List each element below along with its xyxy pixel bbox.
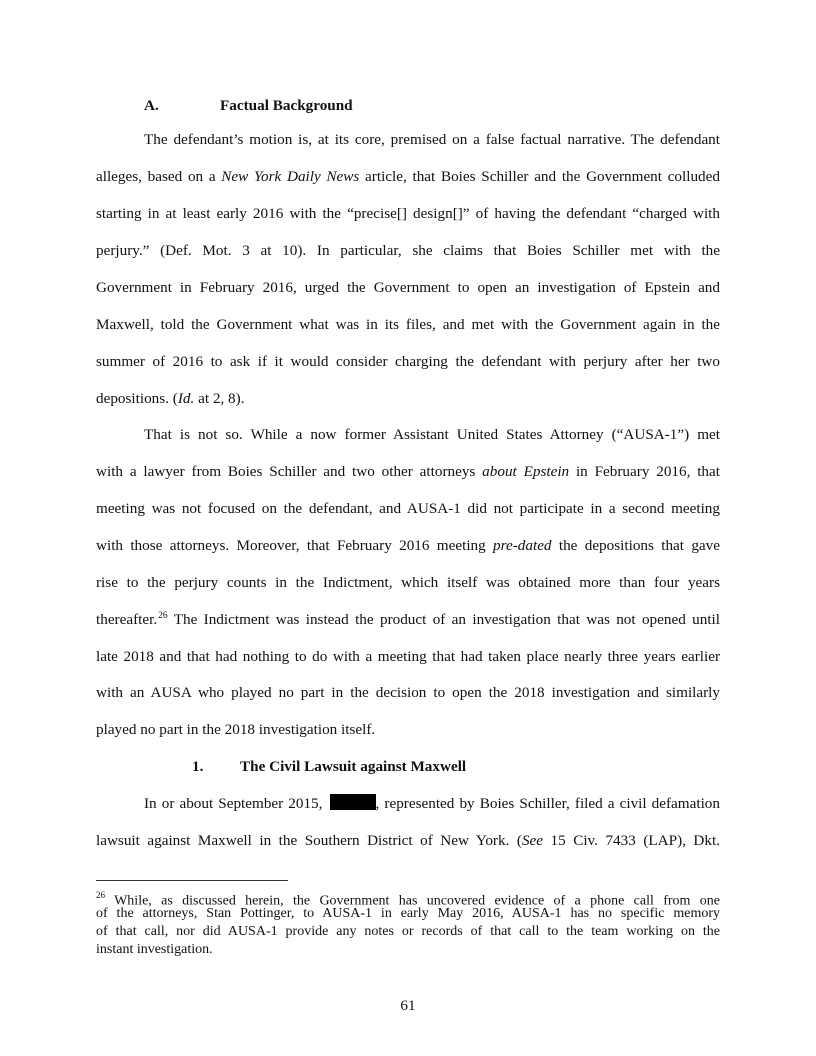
subsection-title: The Civil Lawsuit against Maxwell [240,758,467,775]
paragraph-2-line-9: played no part in the 2018 investigation itself. [96,721,376,738]
text: with a lawyer from Boies Schiller and two other attorneys [96,463,483,480]
paragraph-2-line-4 [96,535,720,557]
text: with those attorneys. Moreover, that February 2016 meeting [96,537,494,554]
paragraph-1-line-5: Government in February 2016, urged the Government to open an investigation of Epstein and [96,279,720,296]
section-letter: A. [144,97,159,114]
paragraph-1-line-1: The defendant’s motion is, at its core, premised on a false factual narrative. The defendant [144,131,720,148]
paragraph-2-line-2 [96,461,720,483]
paragraph-1-line-8 [96,388,720,410]
text: The Indictment was instead the product of an investigation that was not opened until [167,611,720,628]
footnote-line-1 [96,887,720,909]
subsection-heading [96,756,720,778]
text: 15 Civ. 7433 (LAP), Dkt. [543,832,721,849]
text: In or about September 2015, [144,795,328,812]
text: at 2, 8). [194,390,245,407]
paragraph-1-line-7: summer of 2016 to ask if it would consider charging the defendant with perjury after her two [96,353,720,370]
paragraph-1-line-3: starting in at least early 2016 with the “precise[] design[]” of having the defendant “charged with [96,205,720,222]
text: the depositions that gave [551,537,720,554]
section-heading [96,95,720,117]
text: lawsuit against Maxwell in the Southern District of New York. ( [96,832,522,849]
paragraph-1-line-2 [96,166,720,188]
emphasis: about Epstein [482,463,570,480]
document-page [96,0,720,1056]
footnote-line-2: of the attorneys, Stan Pottinger, to AUSA-1 in early May 2016, AUSA-1 has no specific memory [96,906,720,921]
footnote-reference[interactable]: 26 [158,611,168,621]
footnote-line-3: of that call, nor did AUSA-1 provide any notes or records of that call to the team working on the [96,924,720,939]
footnote-line-4: instant investigation. [96,942,213,957]
text: in February 2016, that [569,463,720,480]
paragraph-2-line-8: with an AUSA who played no part in the decision to open the 2018 investigation and similarly [96,684,720,701]
citation-id: Id. [177,390,195,407]
paragraph-2-line-1: That is not so. While a now former Assistant United States Attorney (“AUSA-1”) met [144,426,720,443]
text: thereafter. [96,611,158,628]
signal-word: See [521,832,544,849]
text: depositions. ( [96,390,178,407]
footnote-marker: 26 [96,890,105,900]
paragraph-1-line-6: Maxwell, told the Government what was in its files, and met with the Government again in the [96,316,720,333]
text: alleges, based on a [96,168,222,185]
text: article, that Boies Schiller and the Government colluded [359,168,720,185]
paragraph-2-line-3: meeting was not focused on the defendant, and AUSA-1 did not participate in a second meeting [96,500,720,517]
text: While, as discussed herein, the Government has uncovered evidence of a phone call from one [105,893,720,909]
paragraph-2-line-6 [96,609,720,631]
paragraph-2-line-7: late 2018 and that had nothing to do with a meeting that had taken place nearly three years earlier [96,648,720,665]
paragraph-3-line-1 [144,793,720,815]
page-number: 61 [400,997,416,1014]
section-title: Factual Background [220,97,353,114]
paragraph-1-line-4: perjury.” (Def. Mot. 3 at 10). In particular, she claims that Boies Schiller met with the [96,242,720,259]
paragraph-2-line-5: rise to the perjury counts in the Indictment, which itself was obtained more than four years [96,574,720,591]
redaction-box [330,794,376,810]
subsection-number: 1. [192,758,204,775]
paragraph-3-line-2 [96,830,720,852]
footnote-divider [96,880,288,881]
text: , represented by Boies Schiller, filed a civil defamation [375,795,720,812]
publication-title: New York Daily News [221,168,360,185]
emphasis: pre-dated [493,537,552,554]
